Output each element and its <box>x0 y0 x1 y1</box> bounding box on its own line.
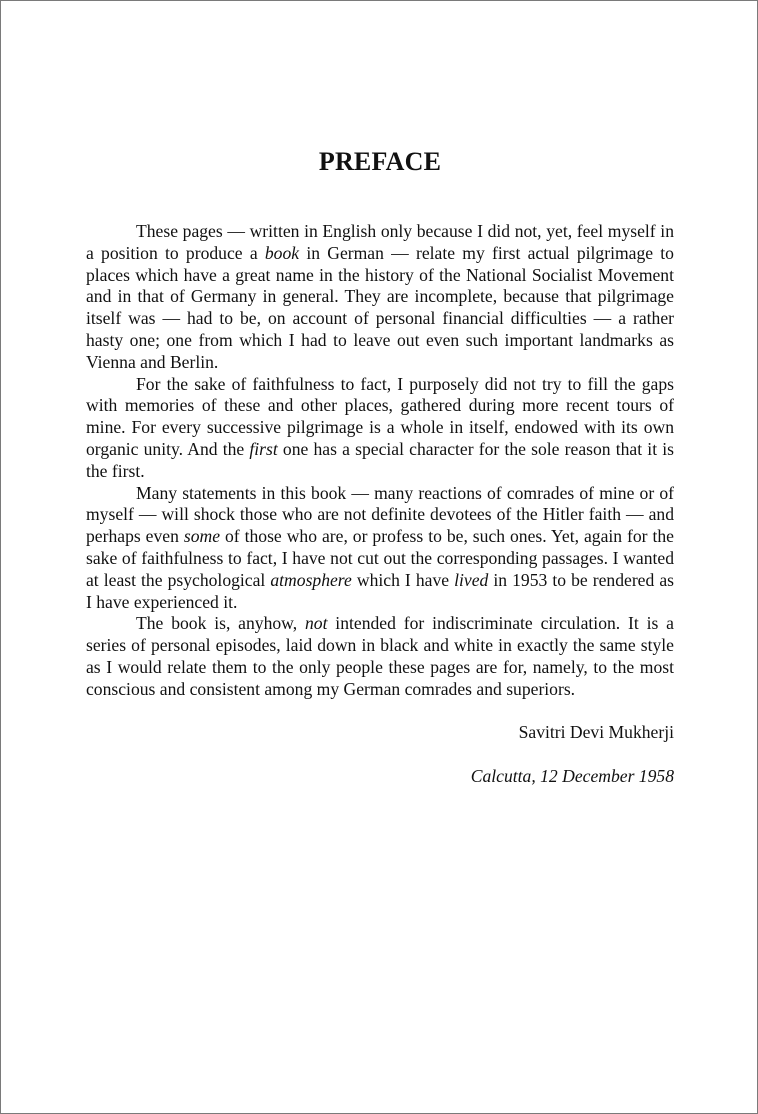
paragraph-text: in German — relate my first actual pilgrimage to places which have a great name in the history of the National Socialist Movement and in that of Germany in general. They are incomplete, because that pilgrimage itself was — had to be, on account of personal financial difficulties — a rather hasty one; one from which I had to leave out even such important landmarks as Vienna and Berlin. <box>86 242 674 372</box>
emphasis-text: some <box>183 526 221 547</box>
paragraph-text: For the sake of faithfulness to fact, I purposely did not try to fill the gaps with memories of these and other places, gathered during more recent tours of mine. For every successive pilgrimage is a whole in itself, endowed with its own organic unity. And the <box>86 373 674 459</box>
emphasis-text: atmosphere <box>270 569 352 590</box>
page-content <box>86 142 674 787</box>
place-date: Calcutta, 12 December 1958 <box>470 765 674 786</box>
page-title: PREFACE <box>318 147 442 176</box>
paragraph-text: in 1953 to be rendered as I have experienced it. <box>86 569 674 612</box>
paragraph-text: These pages — written in English only because I did not, yet, feel myself in a position to produce a <box>86 221 674 263</box>
paragraph-text: which I have <box>351 569 455 590</box>
emphasis-text: lived <box>454 569 489 590</box>
paragraph-1 <box>86 221 674 374</box>
preface-body <box>86 221 674 701</box>
paragraph-text: of those who are, or profess to be, such ones. Yet, again for the sake of faithfulness to fact, I have not cut out the corresponding passages. I wanted at least the psychological <box>86 526 674 590</box>
emphasis-text: first <box>249 438 278 459</box>
paragraph-text: intended for indiscriminate circulation. It is a series of personal episodes, laid down in black and white in exactly the same style as I would relate them to the only people these pages are for, namely, to the most conscious and consistent among my German comrades and superiors. <box>86 613 674 699</box>
paragraph-text: The book is, anyhow, <box>136 613 305 634</box>
paragraph-4 <box>86 613 674 700</box>
author-signature: Savitri Devi Mukherji <box>518 721 674 742</box>
paragraph-text: Many statements in this book — many reactions of comrades of mine or of myself — will shock those who are not definite devotees of the Hitler faith — and perhaps even <box>86 482 674 547</box>
emphasis-text: not <box>304 613 328 634</box>
paragraph-text: one has a special character for the sole reason that it is the first. <box>86 438 674 481</box>
paragraph-2 <box>86 374 674 483</box>
emphasis-text: book <box>264 242 300 263</box>
paragraph-3 <box>86 483 674 614</box>
